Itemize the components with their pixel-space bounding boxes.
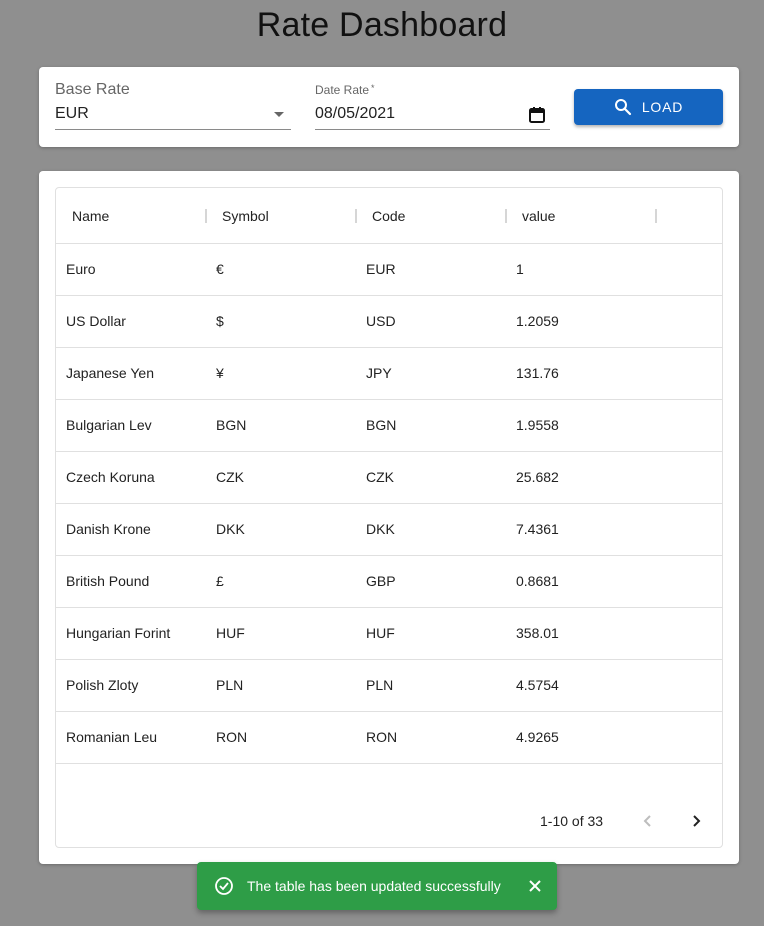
table-row[interactable] [56, 400, 722, 452]
page-title: Rate Dashboard [256, 6, 508, 44]
cell-name: Euro [66, 261, 96, 277]
chevron-right-icon [689, 814, 703, 828]
table-row[interactable] [56, 452, 722, 504]
cell-code: EUR [366, 261, 396, 277]
cell-value: 4.5754 [516, 677, 559, 693]
cell-value: 1.2059 [516, 313, 559, 329]
cell-name: Danish Krone [66, 521, 151, 537]
cell-code: PLN [366, 677, 394, 693]
cell-symbol: $ [216, 313, 224, 329]
table-row[interactable] [56, 712, 722, 764]
cell-name: Romanian Leu [66, 729, 158, 745]
cell-code: HUF [366, 625, 395, 641]
cell-code: CZK [366, 469, 394, 485]
previous-page-button[interactable] [637, 810, 659, 832]
cell-symbol: CZK [216, 469, 244, 485]
column-header-name[interactable]: Name [72, 208, 110, 224]
cell-symbol: € [216, 261, 224, 277]
dropdown-arrow-icon[interactable] [274, 112, 284, 117]
cell-name: US Dollar [66, 313, 126, 329]
base-rate-value: EUR [55, 105, 89, 122]
cell-value: 358.01 [516, 625, 559, 641]
cell-code: DKK [366, 521, 395, 537]
cell-value: 0.8681 [516, 573, 559, 589]
table-card [39, 171, 739, 864]
cell-value: 1 [516, 261, 524, 277]
cell-code: JPY [366, 365, 392, 381]
close-icon[interactable] [527, 878, 543, 894]
cell-code: USD [366, 313, 396, 329]
cell-symbol: HUF [216, 625, 245, 641]
cell-value: 7.4361 [516, 521, 559, 537]
cell-name: Czech Koruna [66, 469, 155, 485]
snackbar-message: The table has been updated successfully [247, 878, 501, 894]
cell-symbol: ¥ [216, 365, 224, 381]
cell-name: Polish Zloty [66, 677, 139, 693]
date-rate-value[interactable]: 08/05/2021 [315, 105, 396, 122]
date-rate-input[interactable] [315, 81, 550, 130]
success-snackbar [197, 862, 557, 910]
cell-symbol: DKK [216, 521, 245, 537]
cell-name: Japanese Yen [66, 365, 154, 381]
table-row[interactable] [56, 296, 722, 348]
pagination-range: 1-10 of 33 [540, 813, 604, 829]
cell-symbol: £ [216, 573, 224, 589]
column-header-value[interactable]: value [522, 208, 556, 224]
cell-value: 131.76 [516, 365, 559, 381]
load-button[interactable] [574, 89, 723, 125]
table-row[interactable] [56, 504, 722, 556]
column-header-code[interactable]: Code [372, 208, 406, 224]
cell-name: British Pound [66, 573, 150, 589]
table-row[interactable] [56, 244, 722, 296]
filter-card [39, 67, 739, 147]
table-row[interactable] [56, 660, 722, 712]
chevron-left-icon [641, 814, 655, 828]
cell-code: BGN [366, 417, 397, 433]
cell-symbol: RON [216, 729, 248, 745]
calendar-icon[interactable] [528, 106, 546, 124]
cell-code: RON [366, 729, 398, 745]
base-rate-label: Base Rate [55, 81, 130, 98]
table-row[interactable] [56, 556, 722, 608]
cell-value: 1.9558 [516, 417, 559, 433]
cell-value: 25.682 [516, 469, 559, 485]
table-row[interactable] [56, 608, 722, 660]
cell-symbol: BGN [216, 417, 247, 433]
cell-name: Hungarian Forint [66, 625, 171, 641]
date-rate-label: Date Rate * [315, 83, 375, 97]
table-header [56, 188, 722, 244]
cell-name: Bulgarian Lev [66, 417, 152, 433]
base-rate-select[interactable] [55, 81, 291, 130]
column-separator[interactable] [655, 209, 657, 223]
table-row[interactable] [56, 348, 722, 400]
column-header-symbol[interactable]: Symbol [222, 208, 269, 224]
cell-code: GBP [366, 573, 396, 589]
cell-symbol: PLN [216, 677, 244, 693]
check-circle-icon [214, 876, 234, 896]
cell-value: 4.9265 [516, 729, 559, 745]
next-page-button[interactable] [685, 810, 707, 832]
table-footer [56, 795, 722, 847]
rates-table [55, 187, 723, 848]
search-icon [614, 98, 632, 116]
load-button-label: LOAD [641, 99, 684, 115]
